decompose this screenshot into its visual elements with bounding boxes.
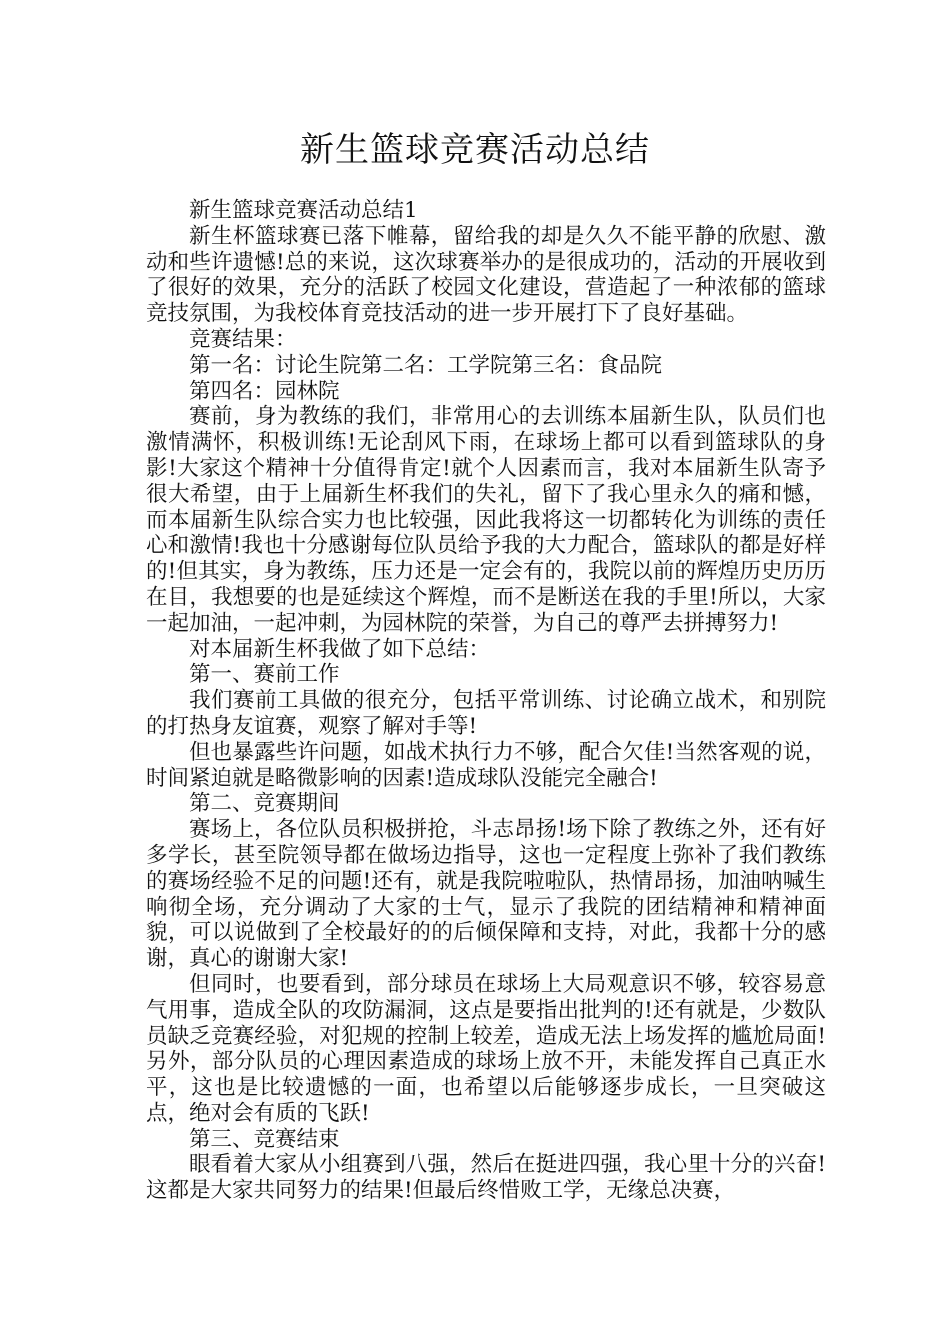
section-heading-2: 第二、竞赛期间 [189, 791, 340, 817]
results-line-2: 第四名：园林院 [189, 378, 340, 404]
summary-intro: 对本届新生杯我做了如下总结： [189, 636, 491, 662]
section-2-paragraph-2: 但同时，也要看到，部分球员在球场上大局观意识不够，较容易意气用事，造成全队的攻防漏洞，这点是要指出批判的!还有就是，少数队员缺乏竞赛经验，对犯规的控制上较差，造成无法上场发挥的尴尬局面!另外，部分队员的心理因素造成的球场上放不开，未能发挥自己真正水平，这也是比较遗憾的一面，也希望以后能够逐步成长，一旦突破这点，绝对会有质的飞跃! [146, 971, 826, 1126]
pre-match-paragraph: 赛前，身为教练的我们，非常用心的去训练本届新生队，队员们也激情满怀，积极训练!无论刮风下雨，在球场上都可以看到篮球队的身影!大家这个精神十分值得肯定!就个人因素而言，我对本届新生队寄予很大希望，由于上届新生杯我们的失礼，留下了我心里永久的痛和憾，而本届新生队综合实力也比较强，因此我将这一切都转化为训练的责任心和激情!我也十分感谢每位队员给予我的大力配合，篮球队的都是好样的!但其实，身为教练，压力还是一定会有的，我院以前的辉煌历史历历在目，我想要的也是延续这个辉煌，而不是断送在我的手里!所以，大家一起加油，一起冲刺，为园林院的荣誉，为自己的尊严去拼搏努力! [146, 404, 826, 636]
section-heading-1: 第一、赛前工作 [189, 662, 340, 688]
document-body [146, 198, 826, 1204]
intro-paragraph: 新生杯篮球赛已落下帷幕，留给我的却是久久不能平静的欣慰、激动和些许遗憾!总的来说，这次球赛举办的是很成功的，活动的开展收到了很好的效果，充分的活跃了校园文化建设，营造起了一种浓郁的篮球竞技氛围，为我校体育竞技活动的进一步开展打下了良好基础。 [146, 223, 826, 327]
section-3-paragraph-1: 眼看着大家从小组赛到八强，然后在挺进四强，我心里十分的兴奋!这都是大家共同努力的结果!但最后终惜败工学，无缘总决赛， [146, 1152, 826, 1204]
section-2-paragraph-1: 赛场上，各位队员积极拼抢，斗志昂扬!场下除了教练之外，还有好多学长，甚至院领导都在做场边指导，这也一定程度上弥补了我们教练的赛场经验不足的问题!还有，就是我院啦啦队，热情昂扬，加油呐喊生响彻全场，充分调动了大家的士气，显示了我院的团结精神和精神面貌，可以说做到了全校最好的的后倾保障和支持，对此，我都十分的感谢，真心的谢谢大家! [146, 817, 826, 972]
results-line-1: 第一名：讨论生院第二名：工学院第三名：食品院 [189, 352, 663, 378]
results-heading: 竞赛结果： [189, 326, 297, 352]
document-title: 新生篮球竞赛活动总结 [300, 130, 650, 170]
subtitle-paragraph: 新生篮球竞赛活动总结1 [189, 198, 418, 223]
section-1-paragraph-2: 但也暴露些许问题，如战术执行力不够，配合欠佳!当然客观的说，时间紧迫就是略微影响的因素!造成球队没能完全融合! [146, 739, 826, 791]
section-1-paragraph-1: 我们赛前工具做的很充分，包括平常训练、讨论确立战术，和别院的打热身友谊赛，观察了解对手等! [146, 688, 826, 739]
section-heading-3: 第三、竞赛结束 [189, 1126, 340, 1152]
